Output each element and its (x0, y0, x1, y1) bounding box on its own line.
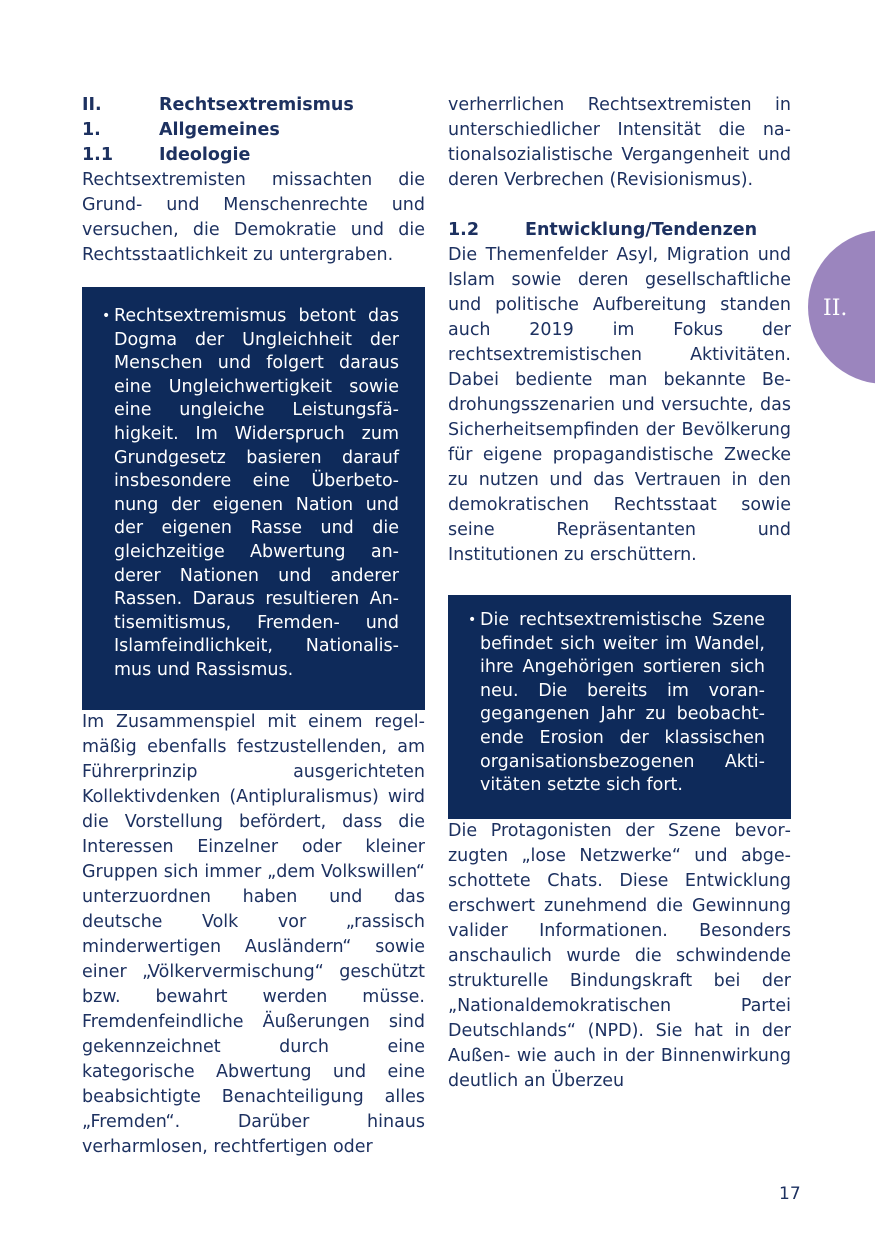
heading-title: Allgemeines (159, 120, 280, 140)
highlight-box (82, 287, 425, 710)
heading-number: 1.1 (82, 145, 114, 165)
box-text: Rechtsextremismus betont das Dogma der Ungleichheit der Menschen und folgert daraus eine Ungleichwertigkeit sowie eine ungleiche Leistungsfähigkeit. Im Widerspruch zum Grundgesetz basieren darauf insbesondere eine Überbetonung der eigenen Nation und der eigenen Rasse und die gleichzeitige Abwertung anderer Nationen und anderer Rassen. Daraus resultieren Antisemitismus, Fremden- und Islamfeindlichkeit, Nationalismus und Rassismus. (114, 306, 399, 680)
continuation-paragraph: verherrlichen Rechtsextremisten in unterschiedlicher Intensität die nationalsozialistische Vergangenheit und deren Verbrechen (Revisionismus). (448, 95, 791, 190)
heading-subsection (448, 218, 791, 243)
bullet-icon: • (468, 612, 477, 628)
heading-number: II. (82, 95, 102, 115)
heading-subsection (82, 143, 425, 168)
heading-title: Rechtsextremismus (159, 95, 354, 115)
intro-paragraph: Rechtsextremisten missachten die Grund- und Menschenrechte und versuchen, die Demokratie und die Rechtsstaatlichkeit zu untergraben. (82, 170, 425, 265)
heading-section (82, 118, 425, 143)
left-column (82, 93, 425, 1160)
highlight-box (448, 595, 791, 819)
heading-number: 1. (82, 120, 101, 140)
box-list-item (104, 305, 399, 683)
body-paragraph: Die Protagonisten der Szene bevorzugten „lose Netzwerke“ und abgeschottete Chats. Diese Entwicklung erschwert zunehmend die Gewinnung valider Informationen. Besonders anschaulich wurde die schwindende strukturelle Bindungskraft bei der „Nationaldemokratischen Partei Deutschlands“ (NPD). Sie hat in der Außen- wie auch in der Binnenwirkung deutlich an Überzeu (448, 821, 791, 1091)
bullet-icon: • (102, 308, 111, 324)
body-paragraph: Die Themenfelder Asyl, Migration und Islam sowie deren gesellschaftliche und politische Aufbereitung standen auch 2019 im Fokus der rechtsextremistischen Aktivitäten. Dabei bediente man bekannte Bedrohungsszenarien und versuchte, das Sicherheitsempfinden der Bevölkerung für eigene propagandistische Zwecke zu nutzen und das Vertrauen in den demokratischen Rechtsstaat sowie seine Repräsentanten und Institutionen zu erschüttern. (448, 245, 791, 565)
body-paragraph: Im Zusammenspiel mit einem regelmäßig ebenfalls festzustellenden, am Führerprinzip ausgerichteten Kollektivdenken (Antipluralismus) wird die Vorstellung befördert, dass die Interessen Einzelner oder kleiner Gruppen sich immer „dem Volkswillen“ unterzuordnen haben und das deutsche Volk vor „rassisch minderwertigen Ausländern“ sowie einer „Völkervermischung“ geschützt bzw. bewahrt werden müsse. Fremdenfeindliche Äußerungen sind gekennzeichnet durch eine kategorische Abwertung und eine beabsichtigte Benachteiligung alles „Fremden“. Darüber hinaus verharmlosen, rechtfertigen oder (82, 712, 425, 1157)
heading-number: 1.2 (448, 220, 480, 240)
heading-chapter (82, 93, 425, 118)
heading-title: Ideologie (159, 145, 251, 165)
heading-title: Entwicklung/Tendenzen (525, 220, 758, 240)
chapter-tab-label: II. (823, 296, 848, 321)
page-number: 17 (779, 1184, 801, 1204)
box-list-item (470, 609, 765, 798)
right-column (448, 93, 791, 1094)
box-text: Die rechtsextremistische Szene befindet sich weiter im Wandel, ihre Angehörigen sortieren sich neu. Die bereits im vorangegangenen Jahr zu beobachtende Erosion der klassischen organisationsbezogenen Aktivitäten setzte sich fort. (480, 610, 765, 796)
